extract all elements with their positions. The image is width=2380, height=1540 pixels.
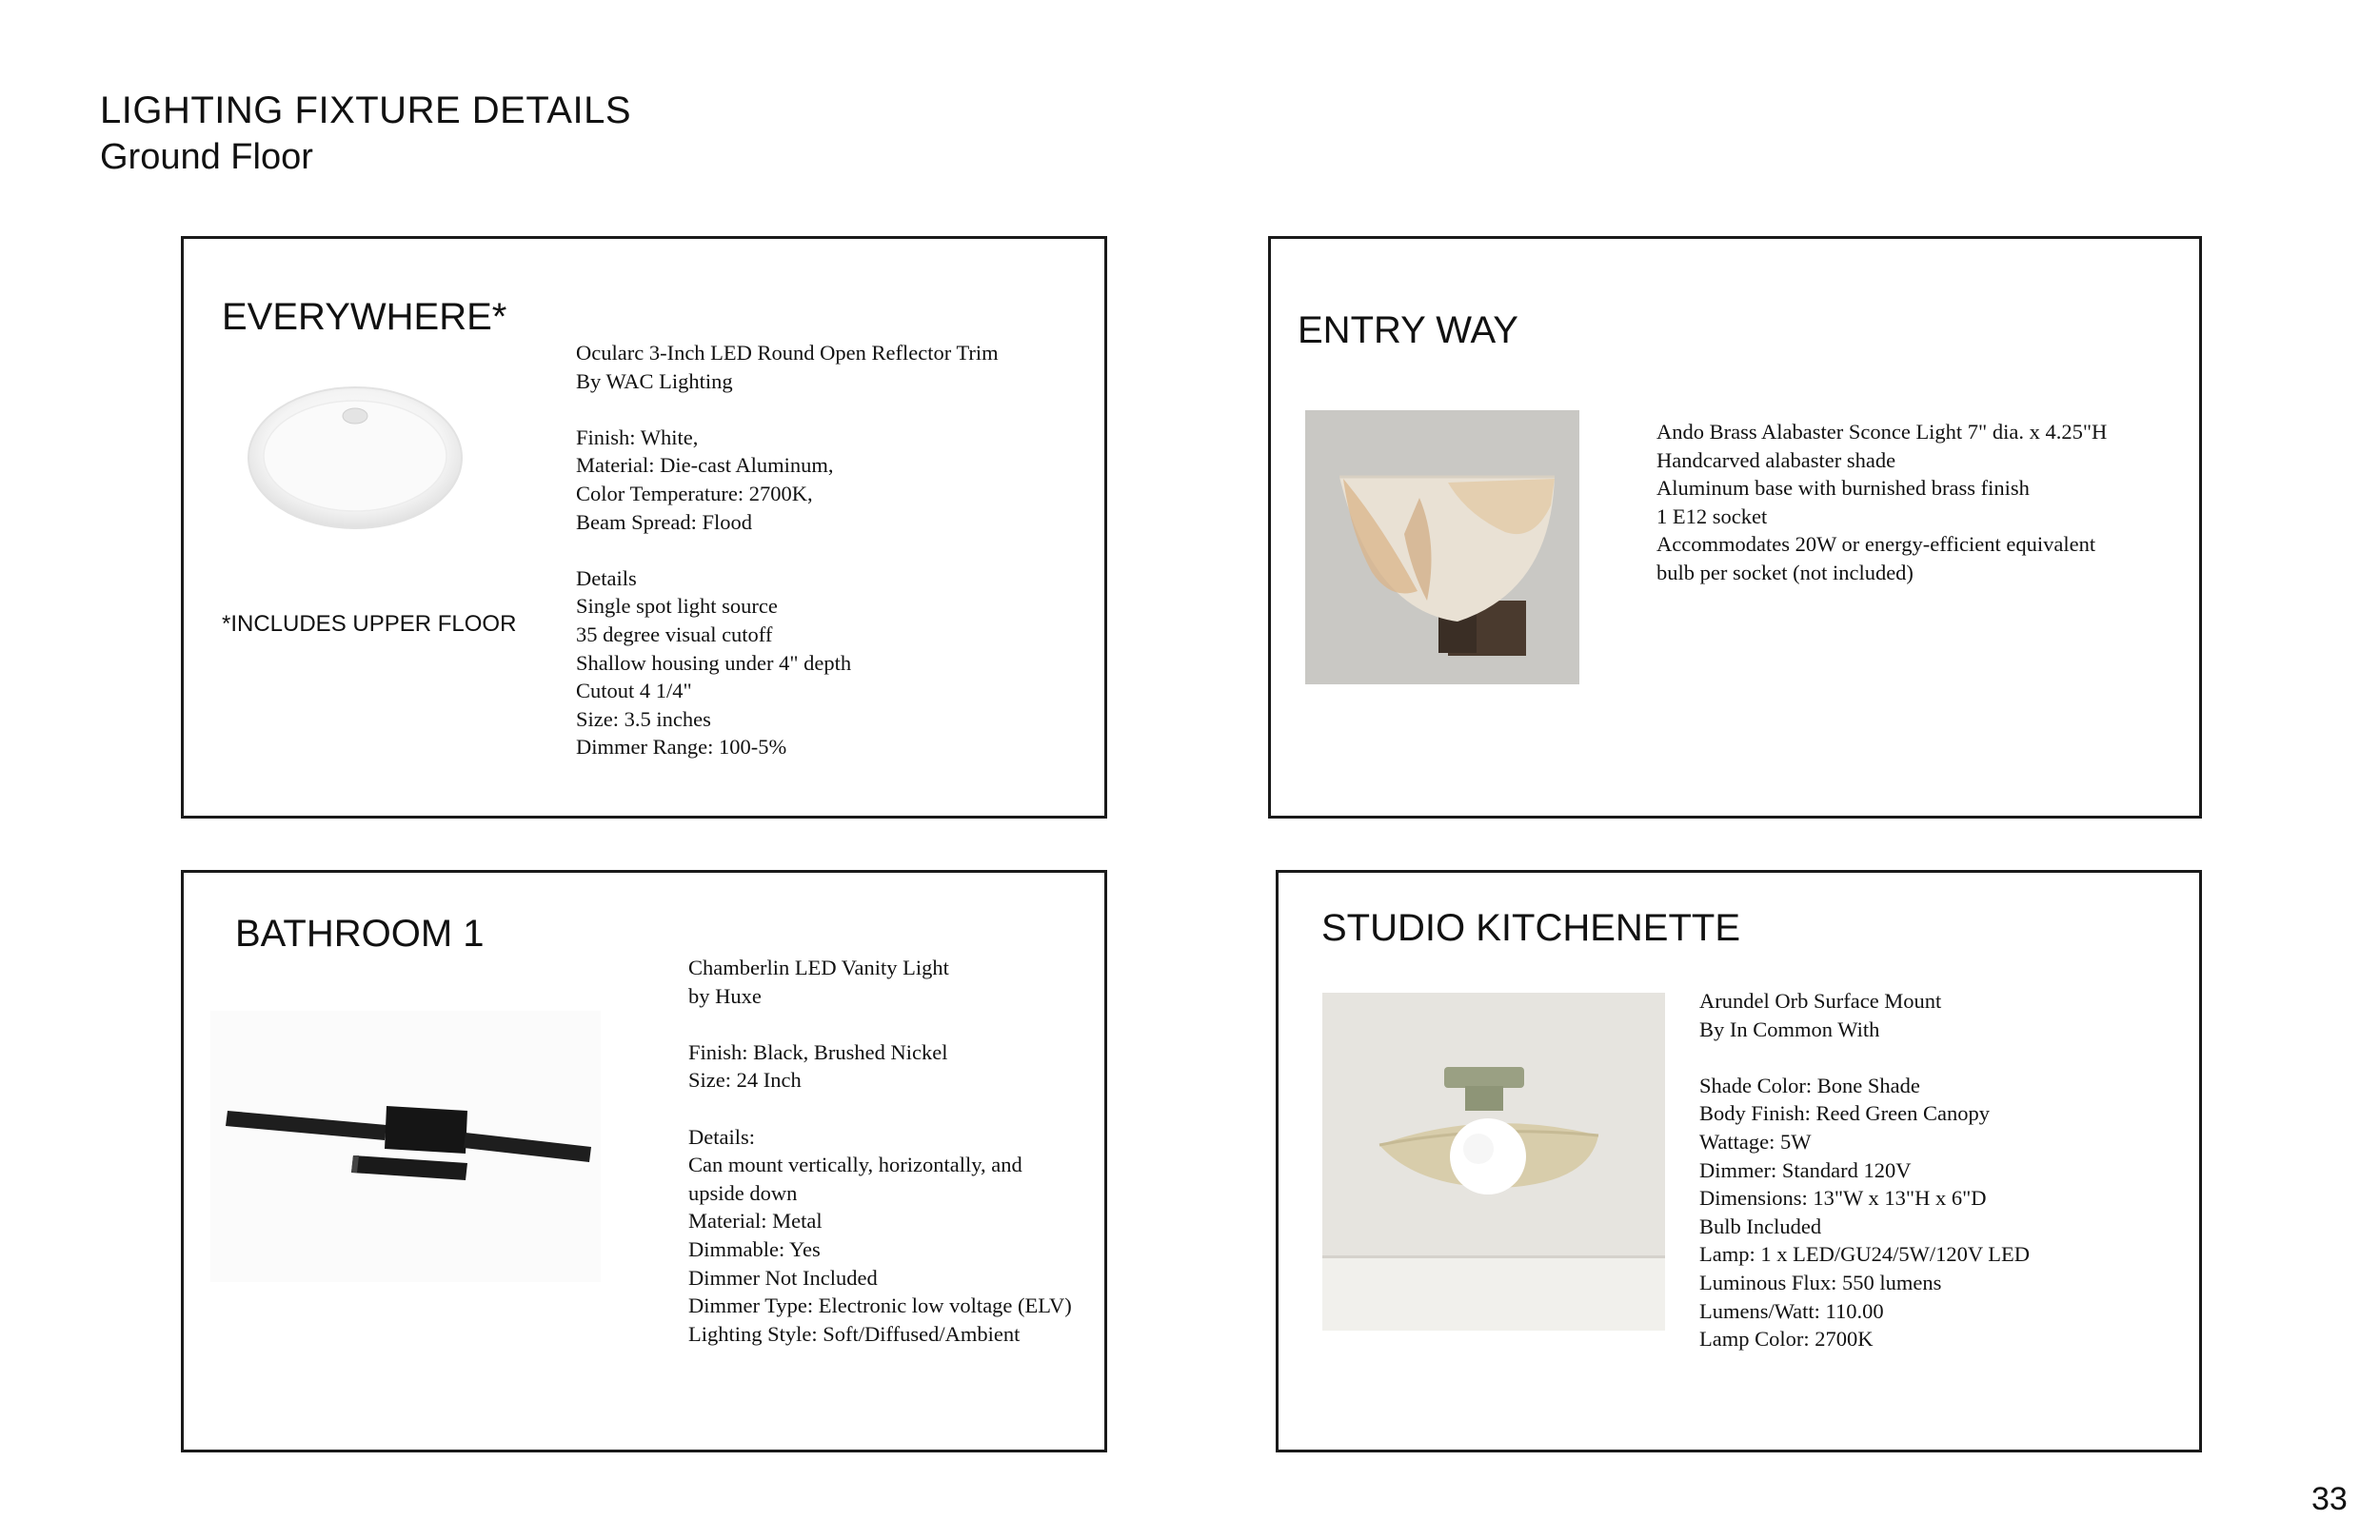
fixture-card-entry-way — [1268, 236, 2202, 819]
fixture-card-studio-kitchenette — [1276, 870, 2202, 1452]
page-number: 33 — [2311, 1481, 2348, 1517]
fixture-specs: Arundel Orb Surface Mount By In Common With Shade Color: Bone Shade Body Finish: Reed Green Canopy Wattage: 5W Dimmer: Standard 120V Dimensions: 13"W x 13"H x 6"D Bulb Included Lamp: 1 x LED/GU24/5W/120V LED Luminous Flux: 550 lumens Lumens/Watt: 110.00 Lamp Color: 2700K — [1699, 989, 2031, 1352]
fixture-specs: Ocularc 3-Inch LED Round Open Reflector Trim By WAC Lighting Finish: White, Material: Die-cast Aluminum, Color Temperature: 2700K, Beam Spread: Flood Details Single spot light source 35 degree visual cutoff Shallow housing under 4" depth Cutout 4 1/4" Size: 3.5 inches Dimmer Range: 100-5% — [576, 341, 999, 760]
orb-surface-mount-icon — [1322, 993, 1665, 1331]
fixture-specs: Chamberlin LED Vanity Light by Huxe Finish: Black, Brushed Nickel Size: 24 Inch Details: Can mount vertically, horizontally, and upside down Material: Metal Dimmable: Yes Dimmer Not Included Dimmer Type: Electronic low voltage (ELV) Lighting Style: Soft/Diffused/Ambient — [688, 956, 1072, 1346]
card-title: ENTRY WAY — [1298, 309, 1518, 351]
alabaster-sconce-icon — [1305, 410, 1579, 684]
card-note: *INCLUDES UPPER FLOOR — [222, 611, 517, 637]
recessed-downlight-icon — [222, 363, 488, 543]
fixture-card-bathroom-1 — [181, 870, 1107, 1452]
vanity-light-icon — [210, 1011, 601, 1282]
fixture-specs: Ando Brass Alabaster Sconce Light 7" dia. x 4.25"H Handcarved alabaster shade Aluminum base with burnished brass finish 1 E12 socket Accommodates 20W or energy-efficient equivalent bulb per socket (not included) — [1656, 420, 2108, 584]
page-subtitle: Ground Floor — [100, 137, 313, 177]
card-title: BATHROOM 1 — [235, 913, 485, 955]
page-title: LIGHTING FIXTURE DETAILS — [100, 89, 631, 131]
fixture-card-everywhere — [181, 236, 1107, 819]
card-title: EVERYWHERE* — [222, 296, 507, 338]
card-title: STUDIO KITCHENETTE — [1321, 907, 1741, 949]
